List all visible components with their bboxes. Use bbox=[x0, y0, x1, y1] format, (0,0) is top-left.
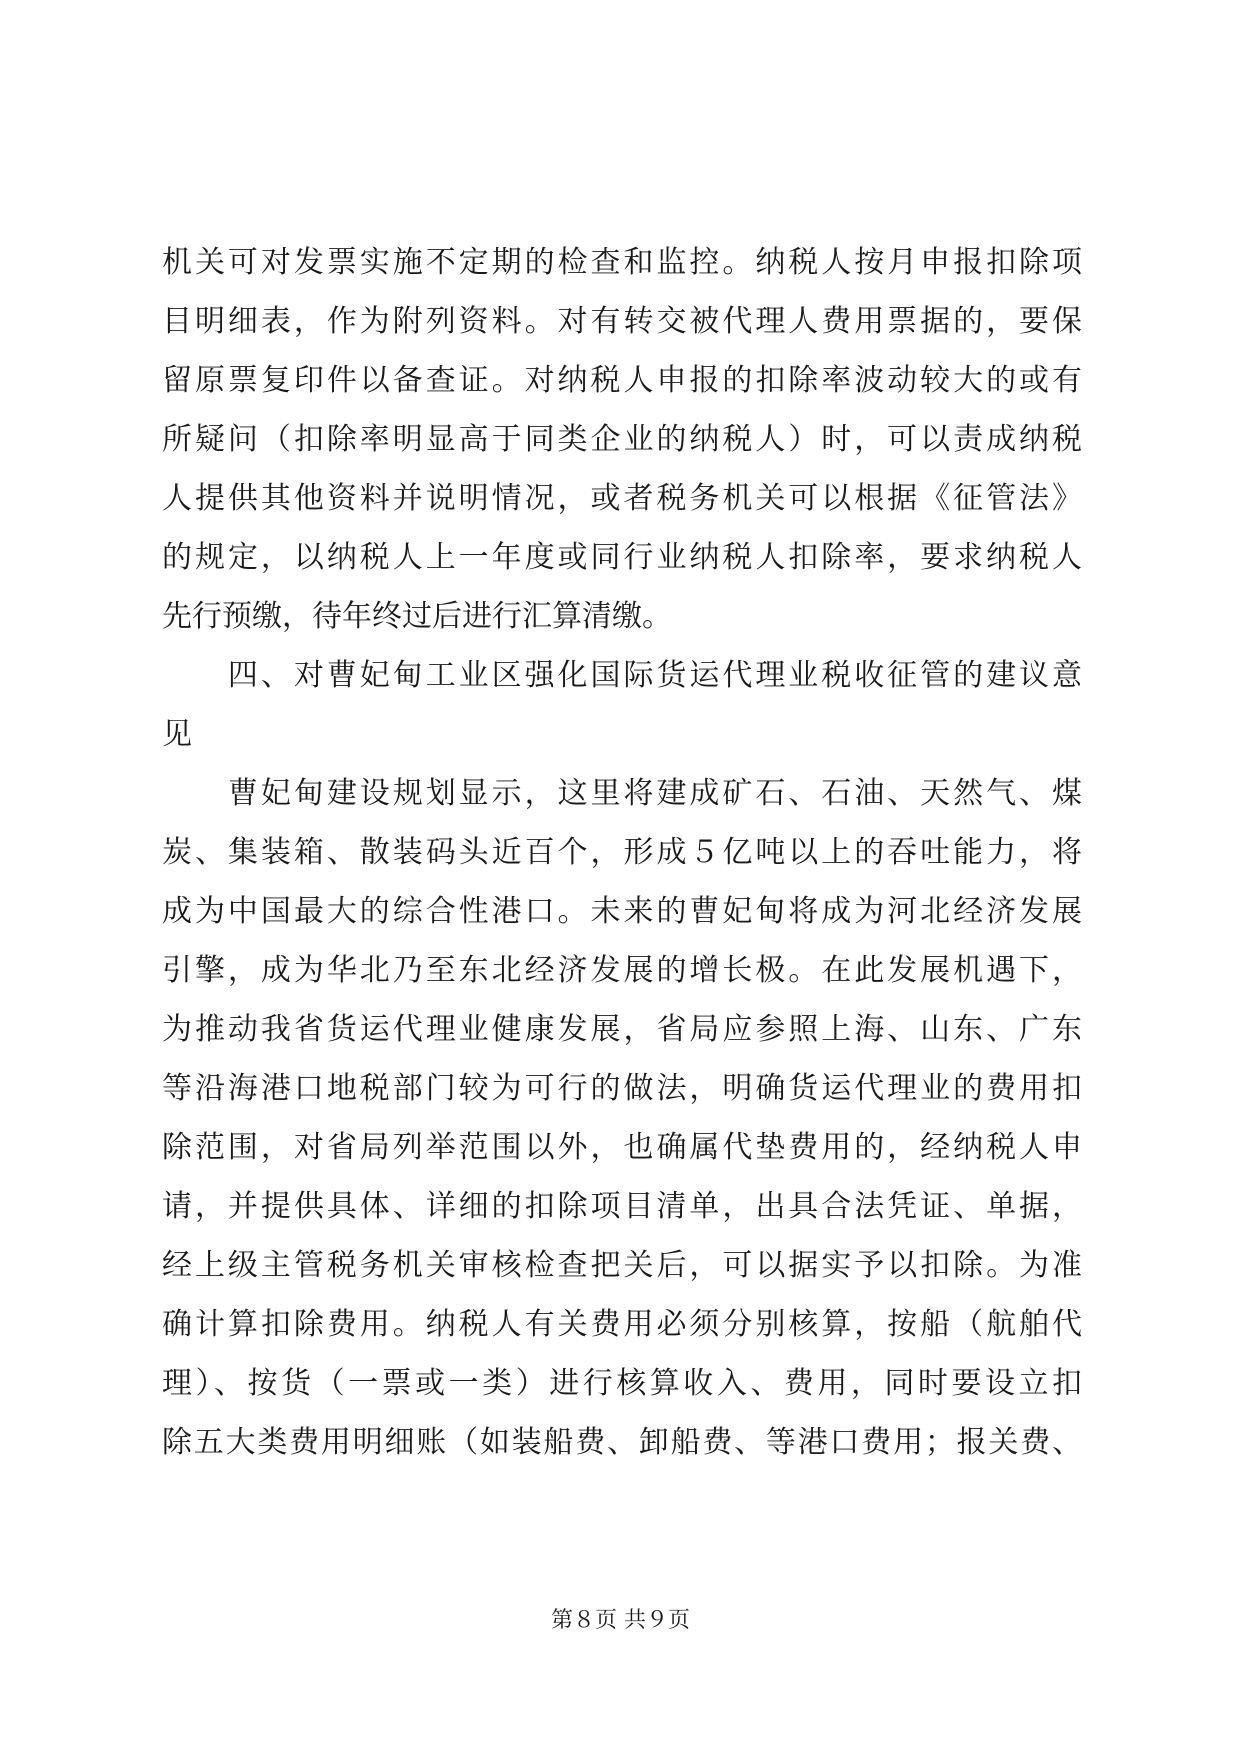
text-line: 成为中国最大的综合性港口。未来的曹妃甸将成为河北经济发展 bbox=[162, 894, 1082, 929]
page-number-footer: 第８页 共９页 bbox=[551, 1608, 690, 1633]
text-line: 除范围，对省局列举范围以外，也确属代垫费用的，经纳税人申 bbox=[162, 1130, 1082, 1165]
text-line: 的规定，以纳税人上一年度或同行业纳税人扣除率，要求纳税人 bbox=[162, 540, 1082, 575]
text-line: 除五大类费用明细账（如装船费、卸船费、等港口费用；报关费、 bbox=[162, 1425, 1082, 1460]
text-line: 留原票复印件以备查证。对纳税人申报的扣除率波动较大的或有 bbox=[162, 363, 1082, 398]
text-line: 理）、按货（一票或一类）进行核算收入、费用，同时要设立扣 bbox=[162, 1366, 1082, 1401]
section-heading-line: 四、对曹妃甸工业区强化国际货运代理业税收征管的建议意 bbox=[162, 658, 1082, 693]
text-line: 炭、集装箱、散装码头近百个，形成５亿吨以上的吞吐能力，将 bbox=[162, 835, 1082, 870]
text-line: 引擎，成为华北乃至东北经济发展的增长极。在此发展机遇下， bbox=[162, 953, 1082, 988]
text-line: 为推动我省货运代理业健康发展，省局应参照上海、山东、广东 bbox=[162, 1012, 1082, 1047]
body-text bbox=[162, 233, 1082, 1472]
text-line: 先行预缴，待年终过后进行汇算清缴。 bbox=[162, 599, 672, 634]
text-line: 目明细表，作为附列资料。对有转交被代理人费用票据的，要保 bbox=[162, 304, 1082, 339]
text-line: 请，并提供具体、详细的扣除项目清单，出具合法凭证、单据， bbox=[162, 1189, 1082, 1224]
section-heading-line: 见 bbox=[162, 717, 192, 752]
text-line: 曹妃甸建设规划显示，这里将建成矿石、石油、天然气、煤 bbox=[162, 776, 1082, 811]
text-line: 人提供其他资料并说明情况，或者税务机关可以根据《征管法》 bbox=[162, 481, 1082, 516]
text-line: 等沿海港口地税部门较为可行的做法，明确货运代理业的费用扣 bbox=[162, 1071, 1082, 1106]
text-line: 经上级主管税务机关审核检查把关后，可以据实予以扣除。为准 bbox=[162, 1248, 1082, 1283]
text-line: 确计算扣除费用。纳税人有关费用必须分别核算，按船（航舶代 bbox=[162, 1307, 1082, 1342]
text-line: 所疑问（扣除率明显高于同类企业的纳税人）时，可以责成纳税 bbox=[162, 422, 1082, 457]
text-line: 机关可对发票实施不定期的检查和监控。纳税人按月申报扣除项 bbox=[162, 245, 1082, 280]
